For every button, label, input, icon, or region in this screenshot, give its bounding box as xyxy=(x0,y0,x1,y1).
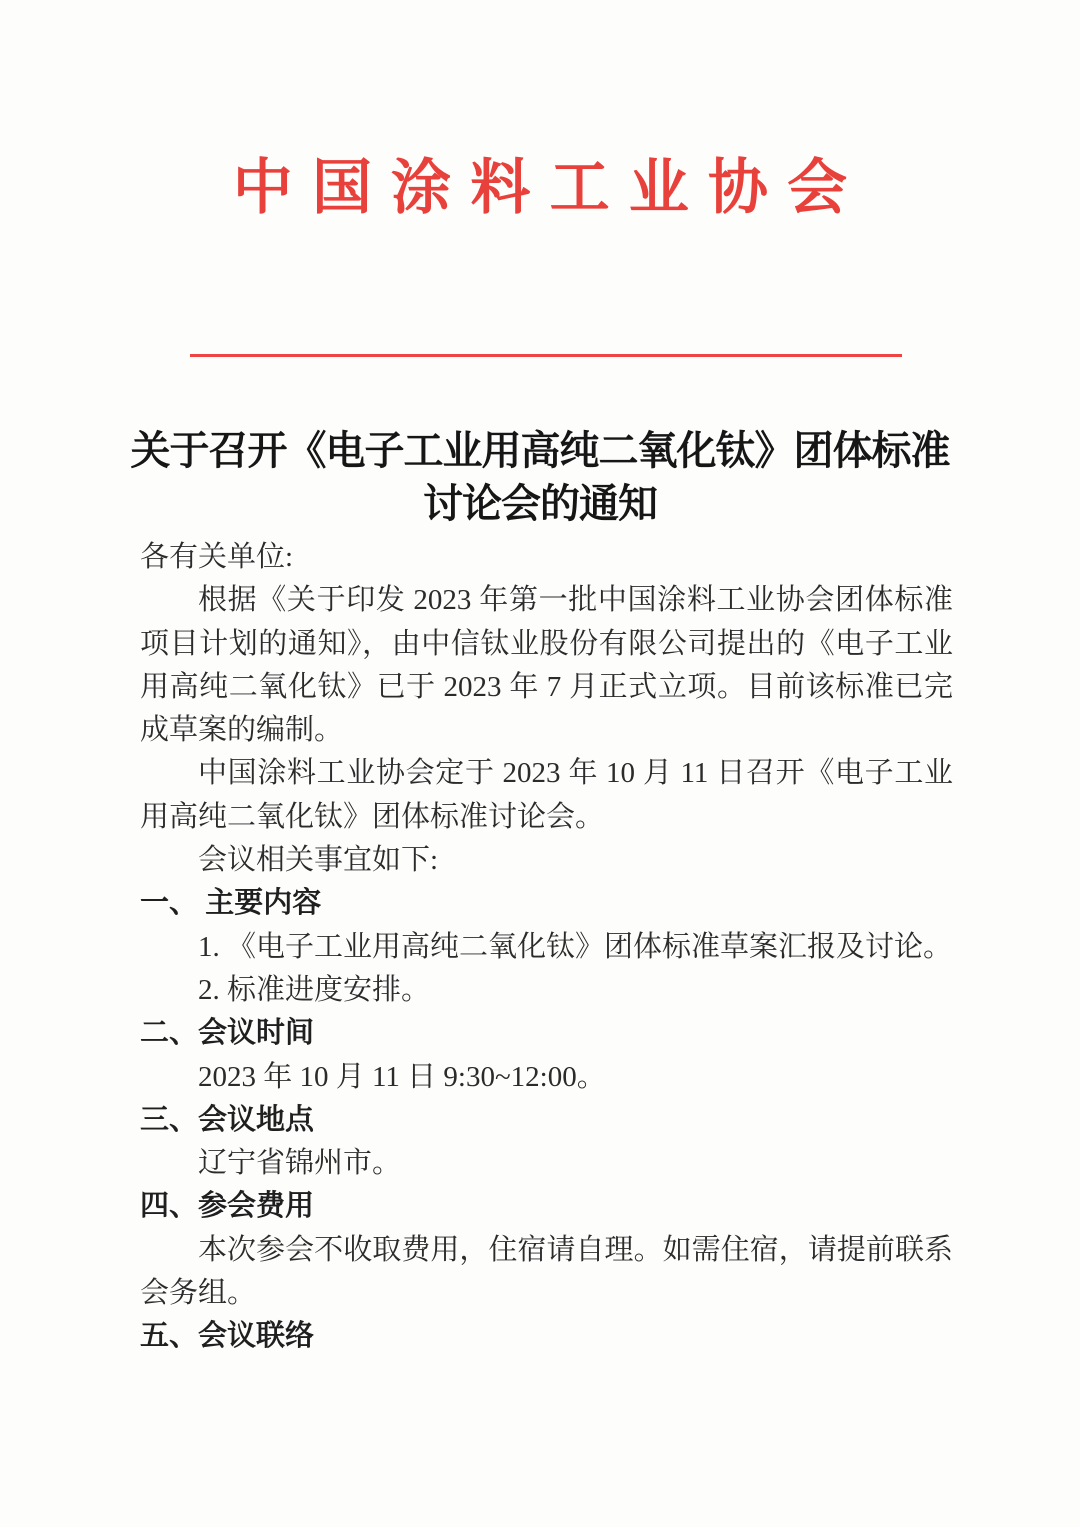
section-item: 1. 《电子工业用高纯二氧化钛》团体标准草案汇报及讨论。 xyxy=(198,930,953,963)
section-item: 2. 标准进度安排。 xyxy=(198,973,431,1006)
section-heading-meeting-time: 二、会议时间 xyxy=(140,1017,315,1050)
section-item: 本次参会不收取费用，住宿请自理。如需住宿，请提前联系会务组。 xyxy=(140,1233,953,1310)
section-heading-main-content: 一、 主要内容 xyxy=(140,887,322,920)
body-paragraph: 中国涂料工业协会定于 2023 年 10 月 11 日召开《电子工业用高纯二氧化钛》团体标准讨论会。 xyxy=(140,757,953,833)
letterhead-divider-rule xyxy=(190,354,902,357)
section-heading-participation-fee: 四、参会费用 xyxy=(140,1190,315,1223)
section-item: 2023 年 10 月 11 日 9:30~12:00。 xyxy=(198,1060,606,1093)
body-paragraph: 根据《关于印发 2023 年第一批中国涂料工业协会团体标准项目计划的通知》，由中信钛业股份有限公司提出的《电子工业用高纯二氧化钛》已于 2023 年 7 月正式立项。目前该标准已完成草案的编制。 xyxy=(140,584,953,747)
letterhead-org-name: 中国涂料工业协会 xyxy=(232,155,867,221)
section-heading-meeting-place: 三、会议地点 xyxy=(140,1103,315,1136)
notice-body xyxy=(140,536,953,1359)
section-item: 辽宁省锦州市。 xyxy=(198,1147,402,1180)
notice-title-line-2: 讨论会的通知 xyxy=(423,481,657,526)
notice-title xyxy=(100,424,980,530)
salutation: 各有关单位: xyxy=(140,541,294,573)
section-heading-meeting-contact: 五、会议联络 xyxy=(140,1320,315,1353)
body-paragraph: 会议相关事宜如下: xyxy=(198,844,439,877)
notice-title-line-1: 关于召开《电子工业用高纯二氧化钛》团体标准 xyxy=(130,428,950,473)
